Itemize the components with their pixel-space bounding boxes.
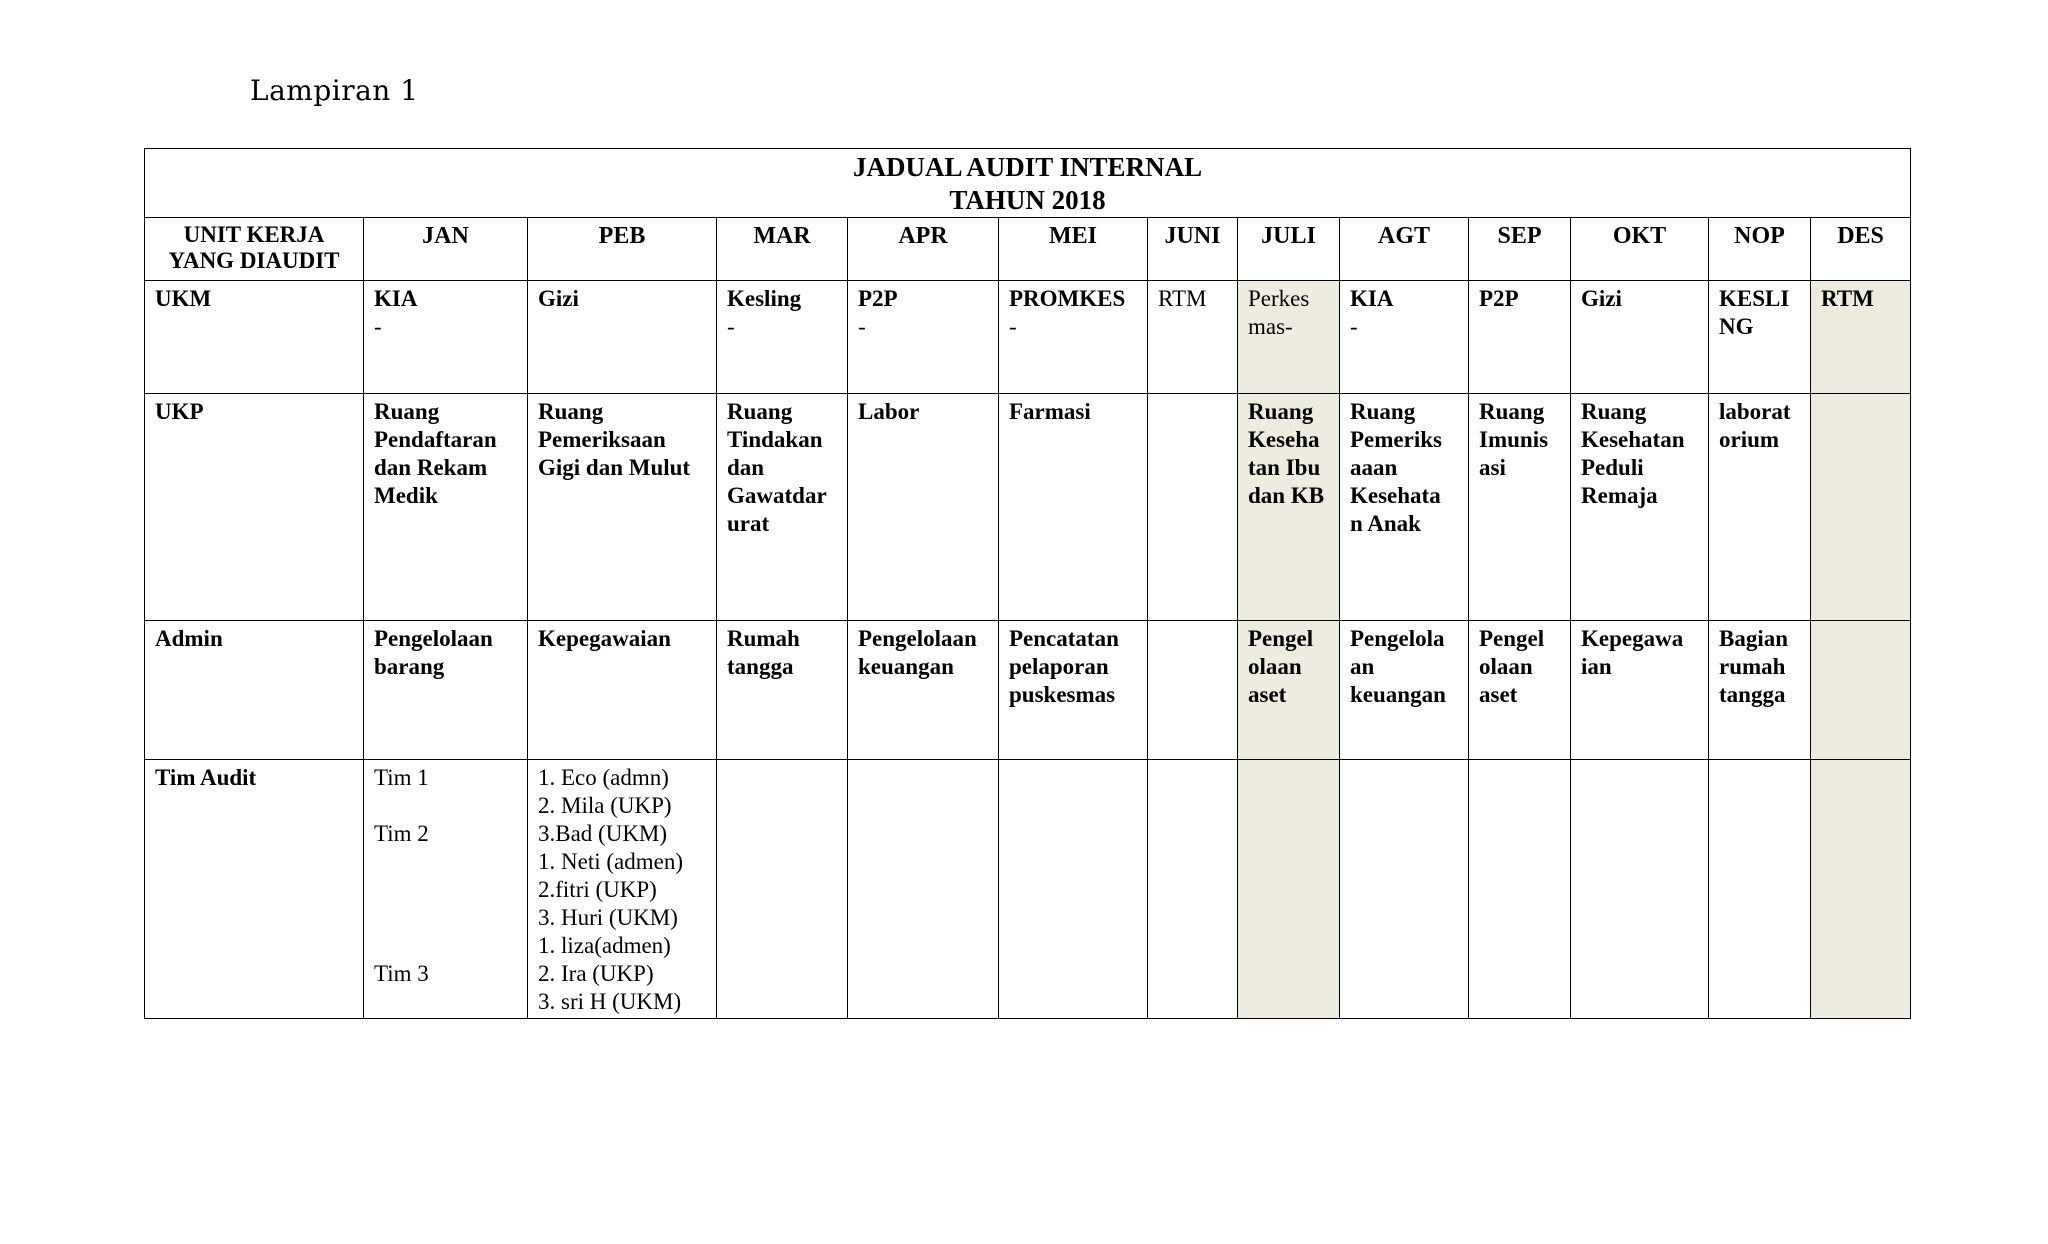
cell-ukp-sep: Ruang Imunis asi (1469, 394, 1571, 621)
cell-tim-teams (364, 760, 528, 1019)
cell-admin-mei: Pencatatan pelaporan puskesmas (999, 621, 1148, 760)
cell-ukm-mar (717, 281, 848, 394)
cell-admin-juni (1148, 621, 1238, 760)
cell-ukm-jan-line2: - (374, 314, 382, 339)
cell-admin-agt: Pengelola an keuangan (1340, 621, 1469, 760)
cell-ukp-juli: Ruang Keseha tan Ibu dan KB (1238, 394, 1340, 621)
table-title-line2: TAHUN 2018 (949, 185, 1106, 215)
cell-ukm-mar-line1: Kesling (727, 286, 802, 311)
cell-ukp-mar: Ruang Tindakan dan Gawatdar urat (717, 394, 848, 621)
cell-ukp-jan: Ruang Pendaftaran dan Rekam Medik (364, 394, 528, 621)
cell-tim-okt (1571, 760, 1709, 1019)
team-member: 3. Huri (UKM) (538, 905, 678, 930)
header-row (145, 218, 1911, 281)
unit-header-line2: YANG DIAUDIT (168, 248, 340, 273)
cell-ukp-des (1811, 394, 1911, 621)
cell-admin-nop: Bagian rumah tangga (1709, 621, 1811, 760)
cell-admin-okt: Kepegawa ian (1571, 621, 1709, 760)
cell-tim-mar (717, 760, 848, 1019)
cell-admin-sep: Pengel olaan aset (1469, 621, 1571, 760)
cell-ukm-apr (848, 281, 999, 394)
cell-ukm-sep-line1: P2P (1479, 286, 1519, 311)
month-header-jan: JAN (364, 218, 528, 281)
team-member: 2.fitri (UKP) (538, 877, 657, 902)
team-label-3: Tim 3 (374, 961, 429, 986)
lampiran-label: Lampiran 1 (250, 74, 419, 107)
row-label-admin: Admin (145, 621, 364, 760)
cell-ukm-jan-line1: KIA (374, 286, 418, 311)
cell-tim-juni (1148, 760, 1238, 1019)
cell-tim-agt (1340, 760, 1469, 1019)
team-member: 1. Eco (admn) (538, 765, 669, 790)
table-title-line1: JADUAL AUDIT INTERNAL (853, 152, 1203, 182)
cell-ukp-peb: Ruang Pemeriksaan Gigi dan Mulut (528, 394, 717, 621)
month-header-sep: SEP (1469, 218, 1571, 281)
cell-ukm-des (1811, 281, 1911, 394)
cell-ukm-juni (1148, 281, 1238, 394)
cell-ukm-agt-line2: - (1350, 314, 1358, 339)
table-row-admin (145, 621, 1911, 760)
cell-ukm-peb (528, 281, 717, 394)
cell-ukm-apr-line1: P2P (858, 286, 898, 311)
cell-ukp-apr: Labor (848, 394, 999, 621)
cell-admin-des (1811, 621, 1911, 760)
cell-ukm-agt (1340, 281, 1469, 394)
cell-ukm-nop-line2: NG (1719, 314, 1754, 339)
cell-ukp-juni (1148, 394, 1238, 621)
cell-ukm-juli-line1: Perkes (1248, 286, 1310, 311)
row-label-ukm: UKM (145, 281, 364, 394)
cell-admin-apr: Pengelolaan keuangan (848, 621, 999, 760)
cell-ukm-jan (364, 281, 528, 394)
row-label-ukp: UKP (145, 394, 364, 621)
cell-ukp-agt: Ruang Pemeriks aaan Kesehata n Anak (1340, 394, 1469, 621)
cell-admin-mar: Rumah tangga (717, 621, 848, 760)
month-header-nop: NOP (1709, 218, 1811, 281)
cell-ukm-sep (1469, 281, 1571, 394)
cell-ukm-peb-line1: Gizi (538, 286, 579, 311)
cell-ukp-nop: laborat orium (1709, 394, 1811, 621)
month-header-okt: OKT (1571, 218, 1709, 281)
cell-ukp-okt: Ruang Kesehatan Peduli Remaja (1571, 394, 1709, 621)
audit-schedule-table (144, 148, 1911, 1019)
month-header-des: DES (1811, 218, 1911, 281)
cell-tim-juli (1238, 760, 1340, 1019)
cell-ukm-mar-line2: - (727, 314, 735, 339)
month-header-agt: AGT (1340, 218, 1469, 281)
unit-header-line1: UNIT KERJA (183, 222, 325, 247)
month-header-juni: JUNI (1148, 218, 1238, 281)
team-member: 1. Neti (admen) (538, 849, 683, 874)
team-member: 3. sri H (UKM) (538, 989, 682, 1014)
cell-ukm-juni-line1: RTM (1158, 286, 1207, 311)
team-label-2: Tim 2 (374, 821, 429, 846)
cell-ukm-juli-line2: mas- (1248, 314, 1293, 339)
cell-ukm-mei (999, 281, 1148, 394)
row-label-tim-audit: Tim Audit (145, 760, 364, 1019)
cell-tim-nop (1709, 760, 1811, 1019)
table-row-ukp (145, 394, 1911, 621)
cell-ukm-okt-line1: Gizi (1581, 286, 1622, 311)
cell-ukm-mei-line1: PROMKES (1009, 286, 1126, 311)
cell-ukm-agt-line1: KIA (1350, 286, 1394, 311)
cell-ukm-okt (1571, 281, 1709, 394)
team-member: 2. Ira (UKP) (538, 961, 654, 986)
cell-tim-mei (999, 760, 1148, 1019)
cell-admin-peb: Kepegawaian (528, 621, 717, 760)
cell-ukm-des-line1: RTM (1821, 286, 1874, 311)
month-header-juli: JULI (1238, 218, 1340, 281)
month-header-apr: APR (848, 218, 999, 281)
team-label-1: Tim 1 (374, 765, 429, 790)
team-member: 1. liza(admen) (538, 933, 671, 958)
cell-ukm-apr-line2: - (858, 314, 866, 339)
table-row-tim-audit (145, 760, 1911, 1019)
cell-ukm-mei-line2: - (1009, 314, 1017, 339)
cell-tim-des (1811, 760, 1911, 1019)
month-header-mar: MAR (717, 218, 848, 281)
team-member: 3.Bad (UKM) (538, 821, 668, 846)
cell-tim-members (528, 760, 717, 1019)
cell-ukp-mei: Farmasi (999, 394, 1148, 621)
cell-admin-jan: Pengelolaan barang (364, 621, 528, 760)
cell-ukm-nop-line1: KESLI (1719, 286, 1790, 311)
month-header-mei: MEI (999, 218, 1148, 281)
cell-admin-juli: Pengel olaan aset (1238, 621, 1340, 760)
cell-ukm-nop (1709, 281, 1811, 394)
month-header-peb: PEB (528, 218, 717, 281)
team-member: 2. Mila (UKP) (538, 793, 672, 818)
table-row-ukm (145, 281, 1911, 394)
unit-header (145, 218, 364, 281)
cell-tim-apr (848, 760, 999, 1019)
table-title (145, 149, 1911, 218)
cell-tim-sep (1469, 760, 1571, 1019)
cell-ukm-juli (1238, 281, 1340, 394)
